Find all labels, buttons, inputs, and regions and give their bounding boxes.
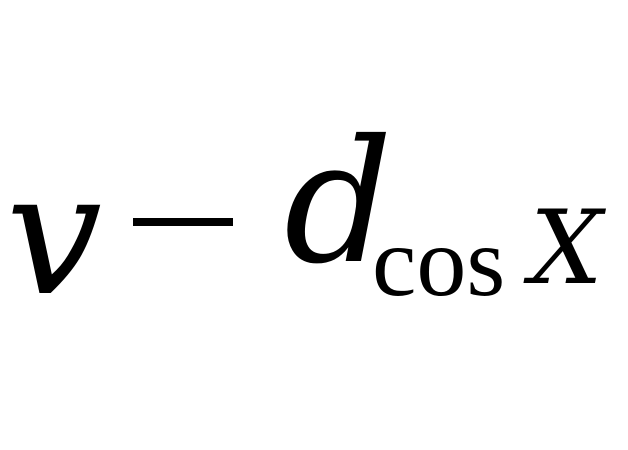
subscript-x: X xyxy=(530,189,603,308)
subscript-cos: cos xyxy=(372,206,506,317)
variable-v: v xyxy=(6,136,103,334)
minus-operator-text xyxy=(0,0,1,1)
variable-d: d xyxy=(284,104,393,302)
minus-operator xyxy=(133,218,233,226)
